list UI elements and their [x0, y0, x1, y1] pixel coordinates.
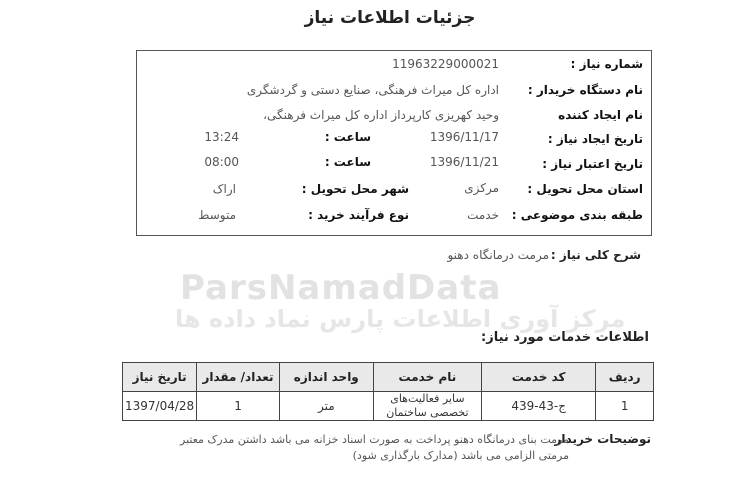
col-header-qty: تعداد/ مقدار: [197, 363, 280, 392]
col-header-code: کد خدمت: [482, 363, 596, 392]
created-date-value: 1396/11/17: [429, 130, 499, 144]
summary-label: شرح کلی نیاز :: [550, 248, 641, 262]
city-label: شهر محل تحویل :: [301, 182, 409, 196]
creator-value: وحید کهریزی کارپرداز اداره کل میراث فرهنگی،: [263, 108, 499, 122]
services-header-row: [123, 363, 654, 392]
created-time-value: 13:24: [204, 130, 239, 144]
cell-qty: 1: [197, 392, 280, 421]
page-title: جزئیات اطلاعات نیاز: [304, 8, 476, 28]
notes-text: مرمت بنای درمانگاه دهنو پرداخت به صورت اسناد خزانه می باشد داشتن مدرک معتبر مرمتی الزامی می باشد (مدارک بارگذاری شود): [180, 433, 569, 462]
process-label: نوع فرآیند خرید :: [308, 208, 409, 222]
province-value: مرکزی: [464, 181, 499, 195]
category-label: طبقه بندی موضوعی :: [511, 208, 643, 222]
category-value: خدمت: [467, 208, 499, 222]
notes-label: توضیحات خریدار: [554, 432, 651, 446]
valid-time-label: ساعت :: [324, 155, 371, 169]
province-label: استان محل تحویل :: [527, 182, 643, 196]
valid-time-value: 08:00: [204, 155, 239, 169]
buyer-value: اداره کل میراث فرهنگی، صنایع دستی و گردشگری: [246, 83, 499, 97]
watermark-brand: ParsNamadData: [180, 268, 502, 308]
created-time-label: ساعت :: [324, 130, 371, 144]
city-value: اراک: [212, 182, 236, 196]
col-header-date: تاریخ نیاز: [123, 363, 197, 392]
creator-label: نام ایجاد کننده: [558, 108, 643, 122]
services-section-title: اطلاعات خدمات مورد نیاز:: [481, 330, 649, 345]
col-header-unit: واحد اندازه: [279, 363, 373, 392]
need-number-value: 11963229000021: [392, 57, 499, 71]
summary-value: مرمت درمانگاه دهنو: [447, 248, 549, 262]
cell-row: 1: [596, 392, 654, 421]
cell-code: ج-43-439: [482, 392, 596, 421]
need-info-box: [136, 50, 652, 236]
process-value: متوسط: [198, 208, 236, 222]
col-header-row: ردیف: [596, 363, 654, 392]
cell-name: سایر فعالیت‌های تخصصی ساختمان: [373, 392, 481, 421]
services-table: [122, 362, 654, 421]
col-header-name: نام خدمت: [373, 363, 481, 392]
watermark-tagline: مرکز آوری اطلاعات پارس نماد داده ها: [175, 305, 626, 333]
valid-date-label: تاریخ اعتبار نیاز :: [542, 157, 643, 171]
valid-date-value: 1396/11/21: [429, 155, 499, 169]
need-number-label: شماره نیاز :: [570, 57, 643, 71]
table-row: [123, 392, 654, 421]
created-date-label: تاریخ ایجاد نیاز :: [547, 132, 643, 146]
cell-date: 1397/04/28: [123, 392, 197, 421]
buyer-label: نام دستگاه خریدار :: [527, 83, 643, 97]
cell-unit: متر: [279, 392, 373, 421]
